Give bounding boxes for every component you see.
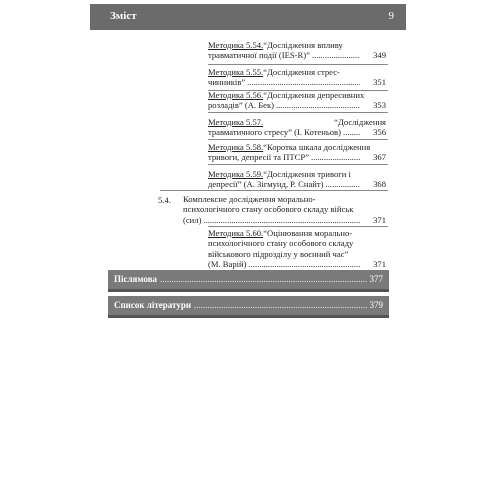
section-page: 379 (369, 300, 383, 310)
header-title: Зміст (110, 10, 137, 22)
toc-subsection-page: 371 (373, 214, 386, 225)
toc-entry-5-56[interactable] (208, 90, 386, 111)
section-title: Список літератури (114, 300, 192, 310)
toc-entry-5-55[interactable] (208, 67, 386, 88)
divider (208, 112, 388, 113)
subsection-number: 5.4. (158, 195, 171, 205)
toc-entry-5-54[interactable] (208, 40, 386, 61)
dot-leader (312, 50, 360, 60)
dot-leader (203, 215, 360, 225)
section-title: Післямова (114, 274, 158, 284)
toc-entry-page: 353 (373, 100, 386, 111)
toc-entry-page: 351 (373, 77, 386, 88)
toc-subsection-text: психологічного стану особового складу військ (183, 204, 354, 215)
toc-entry-text: тривоги, депресії та ПТСР” (208, 152, 309, 163)
toc-subsection-text: Комплексне дослідження морально- (183, 194, 316, 204)
toc-entry-5-58[interactable] (208, 142, 386, 163)
dot-leader (326, 179, 361, 189)
dot-leader (247, 77, 360, 87)
toc-entry-label: Методика 5.54. (208, 40, 264, 50)
toc-entry-text: розладів” (А. Бек) (208, 100, 275, 111)
toc-entry-text: “Дослідження тривоги і (263, 169, 351, 179)
divider (208, 64, 388, 65)
toc-entry-text: “Коротка шкала дослідження (263, 142, 371, 152)
dot-leader (311, 152, 360, 162)
toc-entry-text: травматичної події (IES-R)” (208, 50, 310, 61)
dot-leader (194, 300, 366, 310)
toc-entry-label: Методика 5.56. (208, 90, 264, 100)
toc-entry-page: 349 (373, 50, 386, 61)
toc-entry-page: 367 (373, 152, 386, 163)
toc-entry-text: “Дослідження депресивних (263, 90, 365, 100)
toc-entry-text: депресії” (А. Зігмунд, Р. Снайт) (208, 179, 324, 190)
divider (160, 190, 388, 191)
dot-leader (249, 259, 361, 269)
toc-section-afterword[interactable] (108, 270, 389, 292)
toc-entry-text: (М. Варій) (208, 259, 247, 270)
toc-section-references[interactable] (108, 296, 389, 318)
toc-entry-label: Методика 5.60. (208, 228, 264, 238)
toc-entry-label: Методика 5.59. (208, 169, 264, 179)
divider (208, 139, 388, 140)
toc-entry-text: військового підрозділу у воєнний час” (208, 248, 349, 259)
toc-entry-text: чинників” (208, 77, 246, 88)
toc-subsection-text: (сил) (183, 214, 202, 225)
toc-entry-label: Методика 5.57. (208, 117, 264, 127)
toc-entry-text: “Дослідження стрес- (263, 67, 340, 77)
toc-entry-5-59[interactable] (208, 169, 386, 190)
toc-entry-5-60[interactable] (208, 228, 386, 270)
divider (208, 226, 388, 227)
toc-entry-text: психологічного стану особового складу (208, 238, 354, 249)
toc-entry-label: Методика 5.55. (208, 67, 264, 77)
toc-subsection-5-4[interactable] (183, 194, 386, 225)
dot-leader (276, 100, 360, 110)
header-page-number: 9 (388, 10, 394, 22)
dot-leader (343, 127, 360, 137)
section-page: 377 (369, 274, 383, 284)
toc-entry-5-57[interactable] (208, 117, 386, 138)
page-header (90, 4, 406, 30)
toc-entry-page: 368 (373, 179, 386, 190)
divider (208, 164, 388, 165)
toc-entry-text: “Оцінювання морально- (263, 228, 353, 238)
toc-entry-page: 356 (373, 127, 386, 138)
dot-leader (160, 274, 366, 284)
toc-entry-label: Методика 5.58. (208, 142, 264, 152)
toc-entry-page: 371 (373, 259, 386, 270)
toc-entry-text: “Дослідження впливу (263, 40, 343, 50)
toc-entry-text: “Дослідження (334, 117, 386, 127)
toc-entry-text: травматичного стресу” (І. Котеньов) (208, 127, 341, 138)
